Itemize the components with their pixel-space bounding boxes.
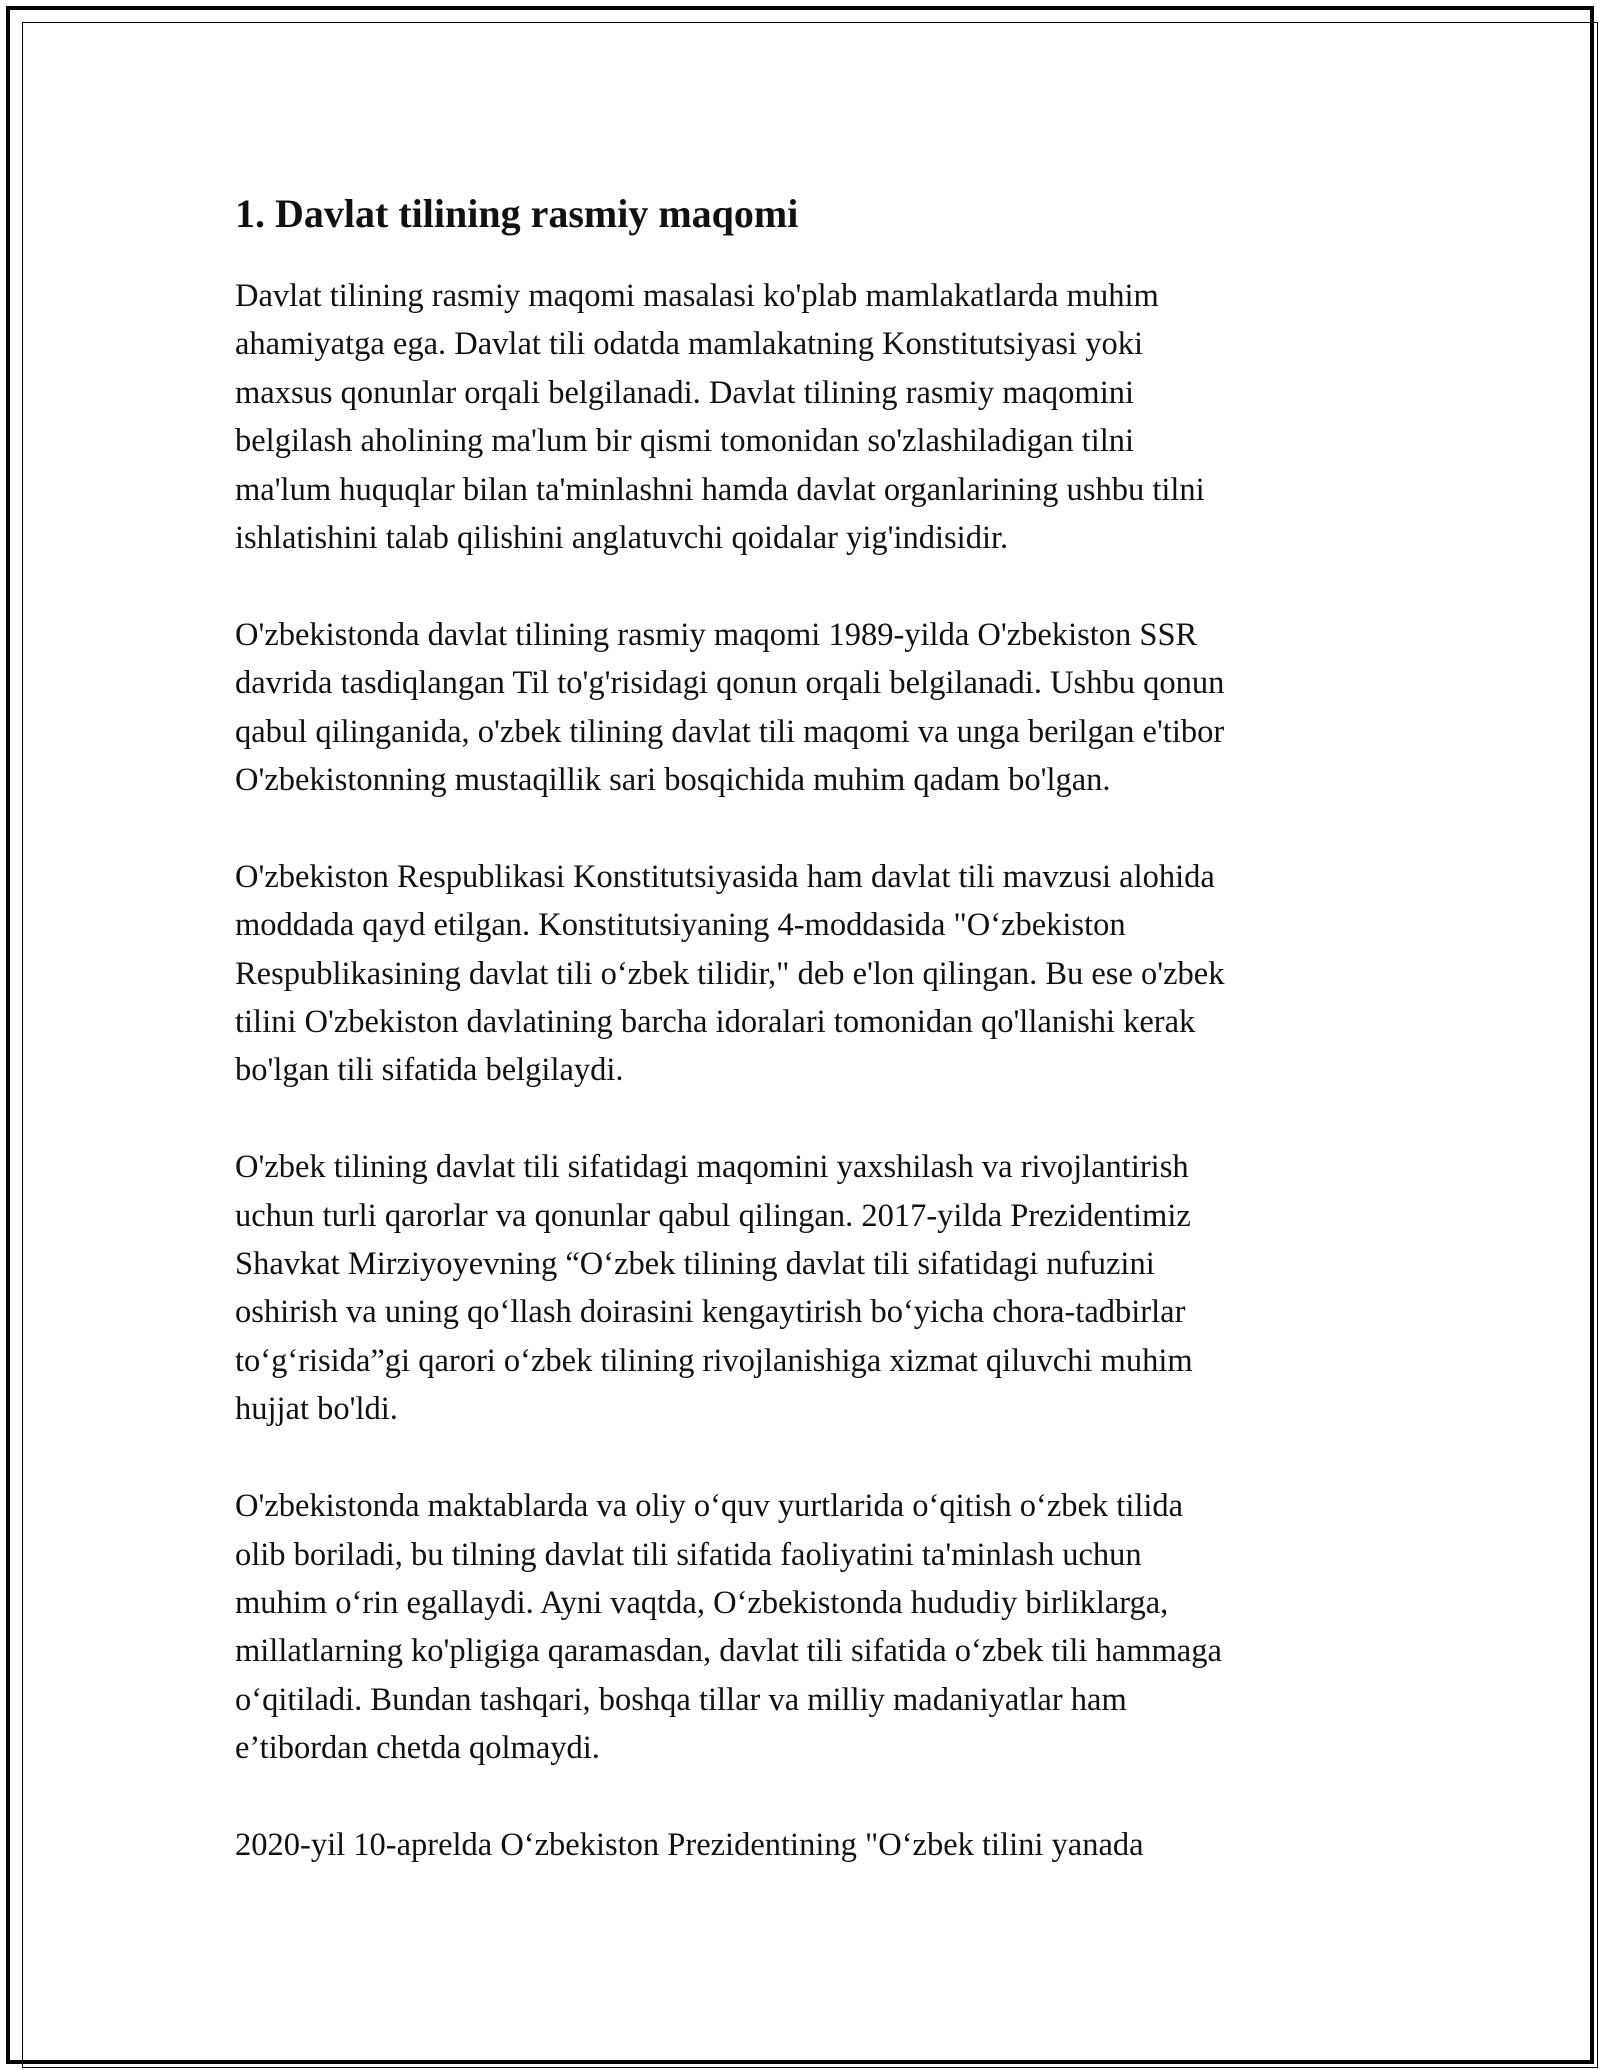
document-body xyxy=(235,182,1375,1918)
paragraph-4: O'zbek tilining davlat tili sifatidagi maqomini yaxshilash va rivojlantirish uchun turli qarorlar va qonunlar qabul qilingan. 2017-yilda Prezidentimiz Shavkat Mirziyoyevning “O‘zbek tilining davlat tili sifatidagi nufuzini oshirish va uning qo‘llash doirasini kengaytirish bo‘yicha chora-tadbirlar to‘g‘risida”gi qarori o‘zbek tilining rivojlanishiga xizmat qiluvchi muhim hujjat bo'ldi. xyxy=(235,1149,1193,1428)
paragraph-2: O'zbekistonda davlat tilining rasmiy maqomi 1989-yilda O'zbekiston SSR davrida tasdiqlangan Til to'g'risidagi qonun orqali belgilanadi. Ushbu qonun qabul qilinganida, o'zbek tilining davlat tili maqomi va unga berilgan e'tibor O'zbekistonning mustaqillik sari bosqichida muhim qadam bo'lgan. xyxy=(235,616,1225,799)
paragraph-1: Davlat tilining rasmiy maqomi masalasi ko'plab mamlakatlarda muhim ahamiyatga ega. Davlat tili odatda mamlakatning Konstitutsiyasi yoki maxsus qonunlar orqali belgilanadi. Davlat tilining rasmiy maqomini belgilash aholining ma'lum bir qismi tomonidan so'zlashiladigan tilni ma'lum huquqlar bilan ta'minlashni hamda davlat organlarining ushbu tilni ishlatishini talab qilishini anglatuvchi qoidalar yig'indisidir. xyxy=(235,278,1205,557)
section-title: 1. Davlat tilining rasmiy maqomi xyxy=(235,191,799,236)
paragraph-5: O'zbekistonda maktablarda va oliy o‘quv yurtlarida o‘qitish o‘zbek tilida olib boriladi, bu tilning davlat tili sifatida faoliyatini ta'minlash uchun muhim o‘rin egallaydi. Ayni vaqtda, O‘zbekistonda hududiy birliklarga, millatlarning ko'pligiga qaramasdan, davlat tili sifatida o‘zbek tili hammaga o‘qitiladi. Bundan tashqari, boshqa tillar va milliy madaniyatlar ham e’tibordan chetda qolmaydi. xyxy=(235,1488,1222,1767)
paragraph-3: O'zbekiston Respublikasi Konstitutsiyasida ham davlat tili mavzusi alohida moddada qayd etilgan. Konstitutsiyaning 4-moddasida "O‘zbekiston Respublikasining davlat tili o‘zbek tilidir," deb e'lon qilingan. Bu ese o'zbek tilini O'zbekiston davlatining barcha idoralari tomonidan qo'llanishi kerak bo'lgan tili sifatida belgilaydi. xyxy=(235,858,1225,1089)
paragraph-6: 2020-yil 10-aprelda O‘zbekiston Prezidentining "O‘zbek tilini yanada xyxy=(235,1826,1144,1863)
